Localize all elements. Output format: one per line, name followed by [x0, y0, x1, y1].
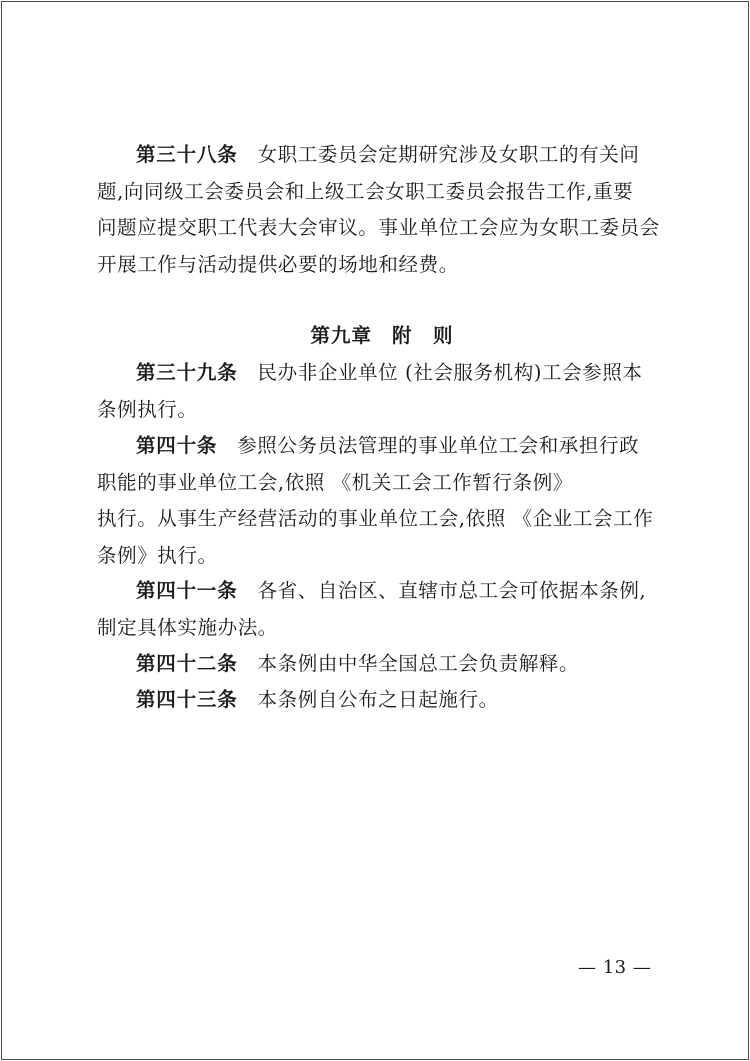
article-line: 职能的事业单位工会,依照 《机关工会工作暂行条例》	[97, 470, 573, 494]
article-39	[97, 355, 657, 428]
article-line: 执行。从事生产经营活动的事业单位工会,依照 《企业工会工作	[97, 507, 654, 530]
article-label: 第三十九条	[136, 361, 238, 384]
article-line: 第三十九条 民办非企业单位 (社会服务机构)工会参照本	[136, 361, 643, 384]
article-38	[97, 137, 660, 283]
article-43	[97, 682, 657, 719]
article-line: 题,向同级工会委员会和上级工会女职工委员会报告工作,重要	[97, 179, 634, 203]
article-label: 第四十三条	[136, 688, 238, 711]
article-label: 第四十条	[136, 434, 218, 457]
article-line: 条例》执行。	[97, 543, 218, 567]
article-label: 第四十一条	[136, 579, 238, 602]
article-label: 第四十二条	[136, 652, 238, 675]
article-40	[97, 428, 657, 574]
article-line: 第四十条 参照公务员法管理的事业单位工会和承担行政	[136, 434, 640, 457]
article-line: 第四十一条 各省、自治区、直辖市总工会可依据本条例,	[136, 579, 647, 602]
article-42	[97, 646, 657, 683]
chapter-heading	[97, 318, 657, 355]
article-line: 条例执行。	[97, 397, 198, 421]
article-line: 第四十二条 本条例由中华全国总工会负责解释。	[136, 652, 580, 675]
article-line: 第三十八条 女职工委员会定期研究涉及女职工的有关问	[136, 143, 640, 166]
chapter-number: 第九章	[310, 324, 372, 347]
article-line: 开展工作与活动提供必要的场地和经费。	[97, 252, 459, 276]
article-line: 问题应提交职工代表大会审议。事业单位工会应为女职工委员会	[97, 216, 660, 239]
page-number: — 13 —	[578, 957, 652, 978]
article-line: 第四十三条 本条例自公布之日起施行。	[136, 688, 499, 711]
chapter-title: 附 则	[392, 324, 454, 347]
article-line: 制定具体实施办法。	[97, 615, 278, 639]
article-41	[97, 573, 657, 646]
article-label: 第三十八条	[136, 143, 238, 166]
